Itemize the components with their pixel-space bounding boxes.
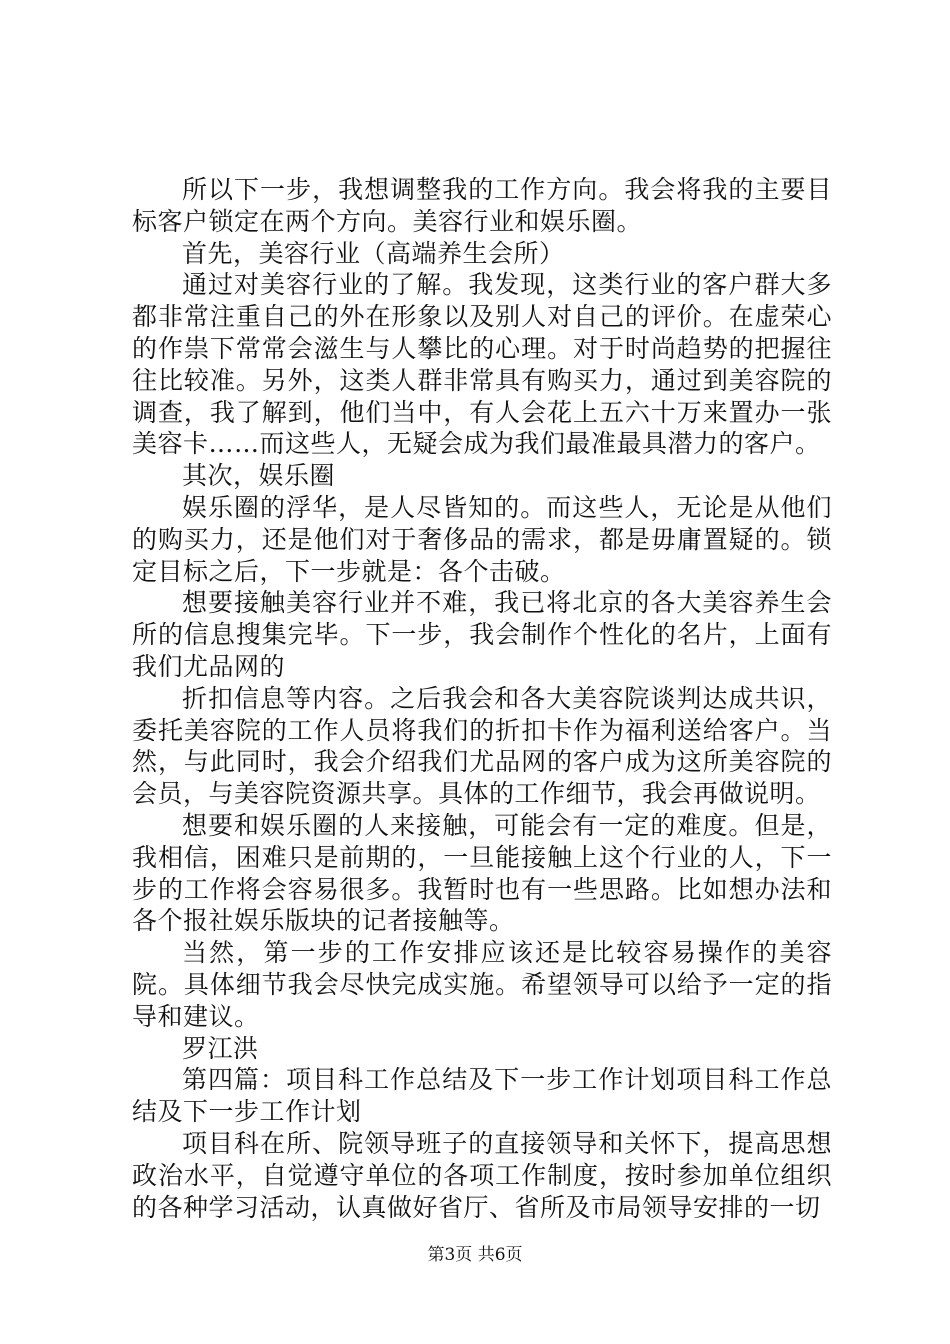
section-heading: 其次，娱乐圈 [182,461,336,491]
section-heading: 首先，美容行业（高端养生会所） [182,238,565,268]
page-footer [0,1240,950,1265]
author-signature: 罗江洪 [182,1033,259,1063]
chapter-title: 第四篇：项目科工作总结及下一步工作计划项目科工作总结及下一步工作计划 [132,1065,832,1127]
paragraph: 所以下一步，我想调整我的工作方向。我会将我的主要目标客户锁定在两个方向。美容行业和娱乐圈。 [132,175,832,236]
paragraph: 想要接触美容行业并不难，我已将北京的各大美容养生会所的信息搜集完毕。下一步，我会制作个性化的名片，上面有我们尤品网的 [132,588,832,681]
paragraph: 当然，第一步的工作安排应该还是比较容易操作的美容院。具体细节我会尽快完成实施。希望领导可以给予一定的指导和建议。 [132,938,832,1031]
paragraph: 折扣信息等内容。之后我会和各大美容院谈判达成共识，委托美容院的工作人员将我们的折扣卡作为福利送给客户。当然，与此同时，我会介绍我们尤品网的客户成为这所美容院的会员，与美容院资源共享。具体的工作细节，我会再做说明。 [132,683,832,809]
paragraph: 娱乐圈的浮华，是人尽皆知的。而这些人，无论是从他们的购买力，还是他们对于奢侈品的需求，都是毋庸置疑的。锁定目标之后，下一步就是：各个击破。 [132,492,832,586]
paragraph: 想要和娱乐圈的人来接触，可能会有一定的难度。但是，我相信，困难只是前期的，一旦能接触上这个行业的人，下一步的工作将会容易很多。我暂时也有一些思路。比如想办法和各个报社娱乐版块的记者接触等。 [132,810,832,936]
paragraph: 通过对美容行业的了解。我发现，这类行业的客户群大多都非常注重自己的外在形象以及别人对自己的评价。在虚荣心的作祟下常常会滋生与人攀比的心理。对于时尚趋势的把握往往比较准。另外，这类人群非常具有购买力，通过到美容院的调查，我了解到，他们当中，有人会花上五六十万来置办一张美容卡……而这些人，无疑会成为我们最准最具潜力的客户。 [132,270,832,459]
document-body [132,174,832,1223]
page-number: 第3页 共6页 [427,1245,523,1265]
paragraph: 项目科在所、院领导班子的直接领导和关怀下，提高思想政治水平，自觉遵守单位的各项工作制度，按时参加单位组织的各种学习活动，认真做好省厅、省所及市局领导安排的一切 [132,1128,832,1222]
